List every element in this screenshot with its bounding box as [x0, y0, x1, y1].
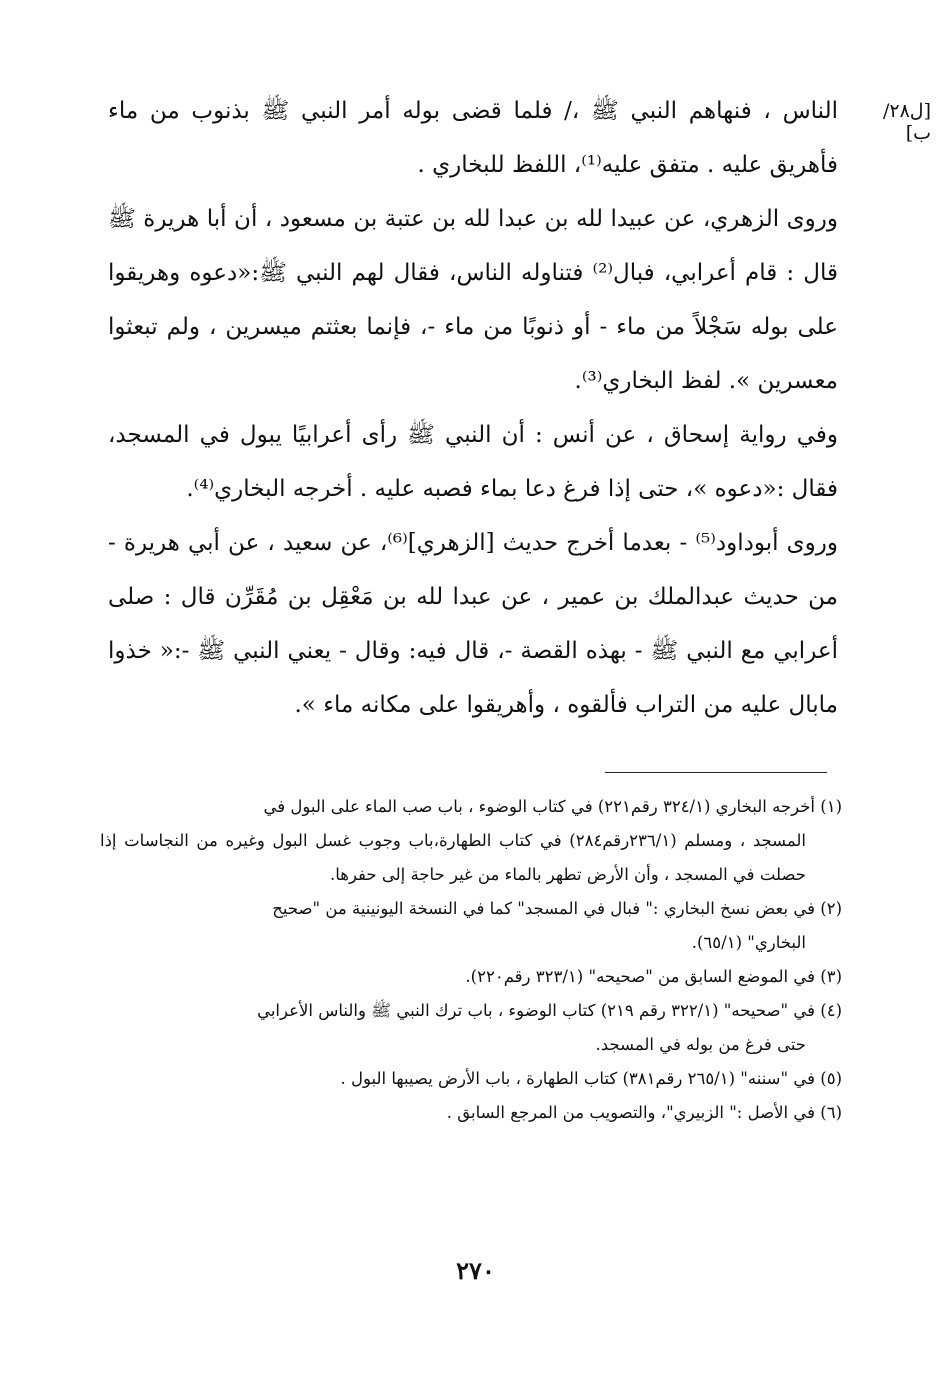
footnote-text: في "سننه" (٢٦٥/١ رقم٣٨١) كتاب الطهارة ، باب الأرض يصيبها البول . — [340, 1069, 815, 1088]
footnote-text: في "صحيحه" (٣٢٢/١ رقم ٢١٩) كتاب الوضوء ، باب ترك النبي ﷺ والناس الأعرابي — [257, 1001, 815, 1020]
footnote-text-continued: المسجد ، ومسلم (٢٣٦/١رقم٢٨٤) في كتاب الطهارة،باب وجوب غسل البول وغيره من النجاسات إذا حصلت في المسجد ، وأن الأرض تطهر بالماء من غير حاجة إلى حفرها. — [100, 831, 806, 884]
footnote-text-continued: حتى فرغ من بوله في المسجد. — [595, 1035, 806, 1054]
paragraph-2: وروى الزهري، عن عبيدا لله بن عبدا لله بن عتبة بن مسعود ، أن أبا هريرة ﷺ قال : قام أعرابي، فبال⁽²⁾ فتناوله الناس، فقال لهم النبي ﷺ:«دعوه وهريقوا على بوله سَجْلاً من ماء - أو ذنوبًا من ماء -، فإنما بعثتم ميسرين ، ولم تبعثوا معسرين ». لفظ البخاري⁽³⁾. — [108, 206, 838, 394]
paragraph-3: وفي رواية إسحاق ، عن أنس : أن النبي ﷺ رأى أعرابيًا يبول في المسجد، فقال :«دعوه »، حتى إذا فرغ دعا بماء فصبه عليه . أخرجه البخاري⁽⁴⁾. — [108, 422, 838, 502]
footnote-number: (٦) — [820, 1103, 842, 1122]
footnote-3 — [100, 960, 842, 994]
footnote-number: (١) — [820, 797, 842, 816]
footnote-text: في بعض نسخ البخاري :" فبال في المسجد" كما في النسخة اليونينية من "صحيح — [272, 899, 815, 918]
footnote-text: في الموضع السابق من "صحيحه" (٣٢٣/١ رقم٢٢٠). — [465, 967, 815, 986]
footnote-1 — [100, 790, 842, 892]
footnote-6 — [100, 1096, 842, 1130]
footnote-2 — [100, 892, 842, 960]
footnote-4 — [100, 994, 842, 1062]
margin-folio-note: [ل٢٨/ب] — [882, 100, 931, 144]
footnote-number: (٣) — [820, 967, 842, 986]
paragraph-1: الناس ، فنهاهم النبي ﷺ ،/ فلما قضى بوله أمر النبي ﷺ بذنوب من ماء فأهريق عليه . متفق عليه⁽¹⁾، اللفظ للبخاري . — [108, 98, 838, 178]
paragraph-4: وروى أبوداود⁽⁵⁾ - بعدما أخرج حديث [الزهري]⁽⁶⁾، عن سعيد ، عن أبي هريرة - من حديث عبدالملك بن عمير ، عن عبدا لله بن مَعْقِل بن مُقَرِّن قال : صلى أعرابي مع النبي ﷺ - بهذه القصة -، قال فيه: وقال - يعني النبي ﷺ -:« خذوا مابال عليه من التراب فألقوه ، وأهريقوا على مكانه ماء ». — [108, 530, 838, 718]
footnotes — [100, 790, 842, 1130]
footnote-5 — [100, 1062, 842, 1096]
footnote-separator — [605, 772, 827, 773]
footnote-number: (٥) — [820, 1069, 842, 1088]
footnote-number: (٤) — [820, 1001, 842, 1020]
footnote-text: أخرجه البخاري (٣٢٤/١ رقم٢٢١) في كتاب الوضوء ، باب صب الماء على البول في — [263, 797, 815, 816]
main-text — [108, 84, 838, 732]
footnote-text-continued: البخاري" (٦٥/١). — [691, 933, 806, 952]
footnote-number: (٢) — [820, 899, 842, 918]
page-number: ٢٧٠ — [456, 1256, 495, 1285]
footnote-text: في الأصل :" الزبيري"، والتصويب من المرجع السابق . — [446, 1103, 815, 1122]
